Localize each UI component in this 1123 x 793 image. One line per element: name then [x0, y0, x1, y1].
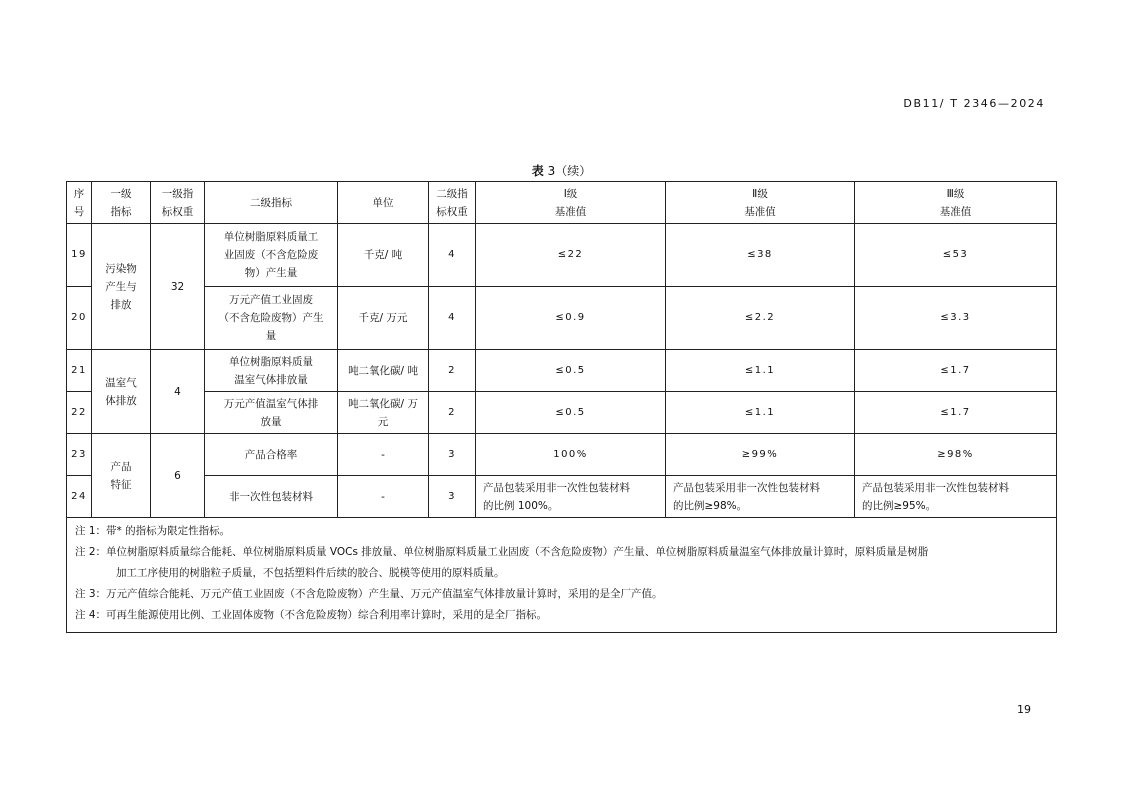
- note-label: 注 1：: [75, 525, 107, 537]
- cell-line: 的比例≥98%。: [673, 499, 748, 512]
- cell-line: 的比例 100%。: [483, 499, 559, 512]
- secondary-weight: 3: [429, 434, 476, 476]
- cell-line: ≤53: [942, 249, 969, 260]
- cell-line: Ⅰ级: [563, 187, 578, 200]
- cell-line: 单位: [372, 196, 394, 209]
- column-header: [92, 182, 151, 224]
- cell-line: 产品包装采用非一次性包装材料: [673, 481, 820, 494]
- row-number: 20: [67, 287, 92, 350]
- row-number: 22: [67, 392, 92, 434]
- cell-line: 量: [265, 330, 277, 342]
- cell-line: ≤1.7: [940, 406, 971, 418]
- secondary-indicator: [205, 434, 338, 476]
- cell-line: 二级指标: [250, 196, 292, 209]
- cell-line: ≤1.1: [744, 364, 776, 376]
- secondary-indicator: [205, 287, 338, 350]
- note-text: 万元产值综合能耗、万元产值工业固废（不含危险废物）产生量、万元产值温室气体排放量计算时，采用的是全厂产值。: [106, 588, 663, 600]
- cell-line: 100%: [553, 448, 588, 460]
- column-header: [205, 182, 338, 224]
- cell-line: 一级: [110, 187, 132, 200]
- column-header: [67, 182, 92, 224]
- primary-indicator: [92, 350, 151, 434]
- cell-line: 单位树脂原料质量工: [223, 231, 319, 243]
- cell-line: 号: [73, 205, 85, 218]
- benchmark-l2: [666, 476, 855, 518]
- table-row: [67, 287, 1057, 350]
- notes-cell: [67, 518, 1057, 633]
- unit-cell: [338, 287, 429, 350]
- cell-line: 物）产生量: [244, 267, 298, 279]
- page-number: 19: [1017, 703, 1031, 716]
- cell-line: 标权重: [436, 205, 468, 218]
- cell-line: 产品包装采用非一次性包装材料: [862, 481, 1009, 494]
- note: [75, 542, 1048, 584]
- cell-line: 一级指: [161, 187, 194, 200]
- cell-line: ≤1.7: [940, 364, 971, 376]
- benchmark-l3: [855, 476, 1057, 518]
- table-title-suffix: 3（续）: [547, 164, 592, 178]
- table-row: [67, 434, 1057, 476]
- benchmark-l2: [666, 434, 855, 476]
- benchmark-l3: [855, 434, 1057, 476]
- unit-cell: [338, 224, 429, 287]
- table-row: [67, 350, 1057, 392]
- note-label: 注 3：: [75, 588, 107, 600]
- unit-cell: [338, 476, 429, 518]
- note: [75, 605, 1048, 626]
- cell-line: 二级指: [436, 187, 468, 200]
- cell-line: 基准值: [939, 205, 972, 218]
- cell-line: 温室气: [105, 376, 137, 389]
- row-number: 23: [67, 434, 92, 476]
- unit-cell: [338, 392, 429, 434]
- cell-line: ≥98%: [937, 448, 974, 460]
- column-header: [476, 182, 666, 224]
- cell-line: 千克/ 吨: [363, 249, 403, 261]
- column-header: [429, 182, 476, 224]
- primary-weight: 4: [151, 350, 205, 434]
- benchmark-l2: [666, 350, 855, 392]
- cell-line: 万元产值温室气体排: [223, 397, 319, 410]
- cell-line: 产生与: [105, 280, 137, 293]
- benchmark-l2: [666, 224, 855, 287]
- cell-line: 业固废（不含危险废: [223, 249, 319, 261]
- secondary-weight: 2: [429, 350, 476, 392]
- indicator-table: [66, 181, 1057, 633]
- cell-line: 万元产值工业固废: [229, 294, 313, 306]
- secondary-weight: 4: [429, 287, 476, 350]
- row-number: 21: [67, 350, 92, 392]
- cell-line: ≥99%: [741, 448, 779, 460]
- cell-line: 温室气体排放量: [234, 373, 308, 386]
- cell-line: 产品: [110, 460, 132, 473]
- cell-line: ≤22: [557, 249, 584, 260]
- cell-line: 特征: [110, 478, 132, 491]
- cell-line: 元: [377, 415, 389, 428]
- notes-row: [67, 518, 1057, 633]
- benchmark-l3: [855, 350, 1057, 392]
- cell-line: （不含危险废物）产生: [218, 312, 324, 324]
- cell-line: ≤1.1: [744, 406, 776, 418]
- cell-line: 产品包装采用非一次性包装材料: [483, 481, 630, 494]
- cell-line: 产品合格率: [244, 448, 298, 461]
- benchmark-l2: [666, 287, 855, 350]
- secondary-weight: 4: [429, 224, 476, 287]
- column-header: [151, 182, 205, 224]
- benchmark-l1: [476, 434, 666, 476]
- cell-line: 体排放: [105, 394, 137, 407]
- secondary-indicator: [205, 392, 338, 434]
- cell-line: 基准值: [554, 205, 587, 218]
- table-row: [67, 392, 1057, 434]
- note: [75, 521, 1048, 542]
- cell-line: 基准值: [744, 205, 776, 218]
- header-row: [67, 182, 1057, 224]
- table-row: [67, 224, 1057, 287]
- benchmark-l1: [476, 224, 666, 287]
- cell-line: ≤38: [747, 249, 773, 260]
- cell-line: ≤2.2: [744, 312, 776, 323]
- row-number: 24: [67, 476, 92, 518]
- cell-line: 单位树脂原料质量: [229, 355, 313, 368]
- cell-line: 千克/ 万元: [358, 312, 408, 324]
- table-row: [67, 476, 1057, 518]
- cell-line: Ⅱ级: [752, 187, 768, 200]
- cell-line: ≤0.9: [555, 312, 586, 323]
- primary-indicator: [92, 224, 151, 350]
- cell-line: 序: [73, 187, 85, 200]
- cell-line: 吨二氧化碳/ 万: [348, 397, 418, 410]
- cell-line: 指标: [110, 205, 132, 218]
- cell-line: -: [381, 448, 385, 461]
- benchmark-l3: [855, 392, 1057, 434]
- benchmark-l1: [476, 476, 666, 518]
- cell-line: ≤0.5: [555, 406, 586, 418]
- benchmark-l3: [855, 224, 1057, 287]
- primary-weight: 6: [151, 434, 205, 518]
- cell-line: 污染物: [105, 262, 137, 275]
- secondary-weight: 2: [429, 392, 476, 434]
- note-text: 加工工序使用的树脂粒子质量，不包括塑料件后续的胶合、脱模等使用的原料质量。: [116, 567, 505, 579]
- cell-line: 标权重: [161, 205, 194, 218]
- row-number: 19: [67, 224, 92, 287]
- note-text: 可再生能源使用比例、工业固体废物（不含危险废物）综合利用率计算时，采用的是全厂指标。: [106, 609, 548, 621]
- benchmark-l1: [476, 287, 666, 350]
- cell-line: ≤0.5: [555, 364, 586, 376]
- benchmark-l1: [476, 392, 666, 434]
- document-code: DB11/ T 2346—2024: [903, 97, 1045, 110]
- note-text: 单位树脂原料质量综合能耗、单位树脂原料质量 VOCs 排放量、单位树脂原料质量工业固废（不含危险废物）产生量、单位树脂原料质量温室气体排放量计算时，原料质量是树脂: [106, 546, 929, 558]
- secondary-indicator: [205, 224, 338, 287]
- primary-weight: 32: [151, 224, 205, 350]
- column-header: [338, 182, 429, 224]
- note-label: 注 2：: [75, 546, 107, 558]
- cell-line: Ⅲ级: [946, 187, 965, 200]
- cell-line: 的比例≥95%。: [862, 499, 937, 512]
- benchmark-l2: [666, 392, 855, 434]
- table-title-label: 表: [531, 164, 544, 178]
- column-header: [855, 182, 1057, 224]
- cell-line: 排放: [110, 298, 132, 311]
- note: [75, 584, 1048, 605]
- table-title: [0, 162, 1123, 179]
- cell-line: 放量: [260, 415, 282, 428]
- note-text: 带* 的指标为限定性指标。: [106, 525, 231, 537]
- secondary-weight: 3: [429, 476, 476, 518]
- benchmark-l3: [855, 287, 1057, 350]
- secondary-indicator: [205, 350, 338, 392]
- secondary-indicator: [205, 476, 338, 518]
- benchmark-l1: [476, 350, 666, 392]
- cell-line: ≤3.3: [940, 312, 971, 323]
- cell-line: 吨二氧化碳/ 吨: [348, 364, 418, 377]
- unit-cell: [338, 350, 429, 392]
- unit-cell: [338, 434, 429, 476]
- cell-line: 非一次性包装材料: [229, 490, 313, 503]
- column-header: [666, 182, 855, 224]
- cell-line: -: [381, 490, 385, 503]
- note-label: 注 4：: [75, 609, 107, 621]
- primary-indicator: [92, 434, 151, 518]
